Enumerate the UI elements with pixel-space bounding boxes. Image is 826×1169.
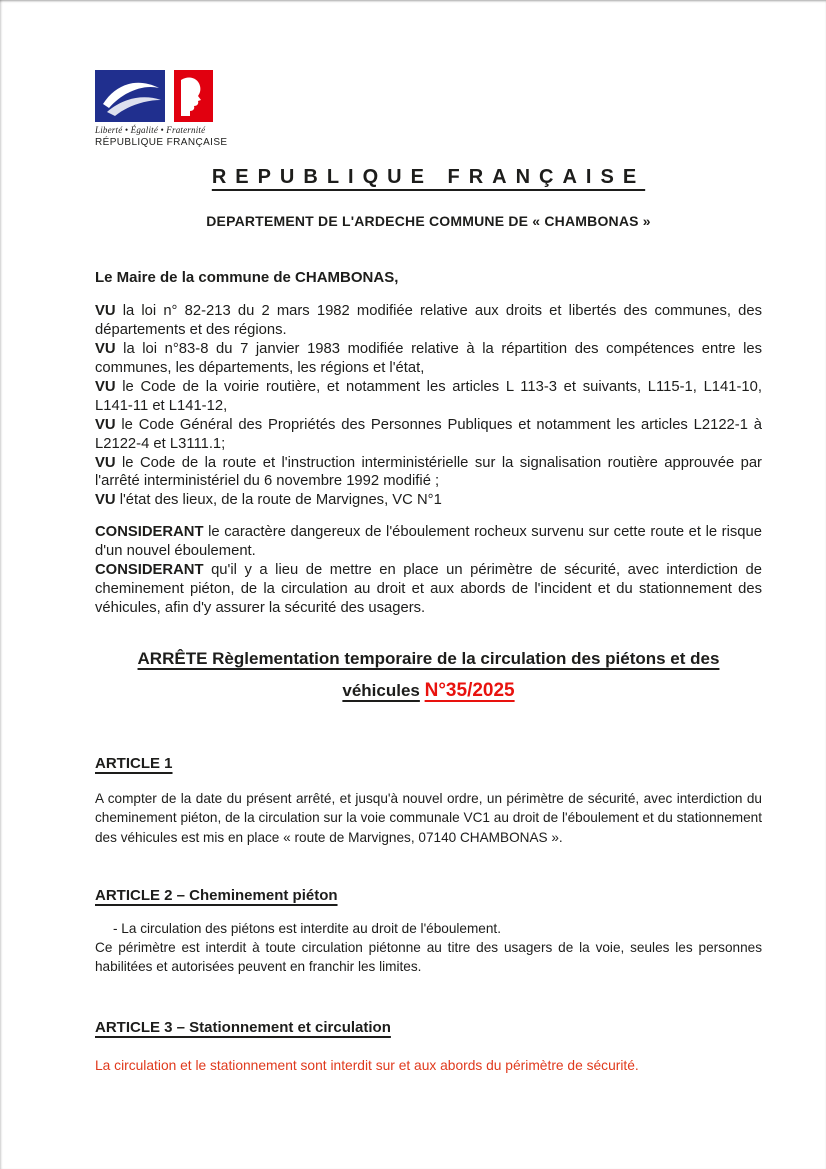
- logo-motto: Liberté • Égalité • Fraternité: [95, 125, 206, 135]
- vu-item: [95, 491, 762, 510]
- considerant-text: le caractère dangereux de l'éboulement rocheux survenu sur cette route et le risque d'un nouvel éboulement.: [95, 524, 762, 560]
- vu-item: [95, 340, 762, 378]
- vu-label: VU: [95, 340, 116, 357]
- document-title: REPUBLIQUE FRANÇAISE: [211, 166, 646, 188]
- considerant-label: CONSIDERANT: [95, 524, 204, 541]
- article-1: [95, 755, 762, 847]
- vu-text: le Code de la voirie routière, et notamment les articles L 113-3 et suivants, L115-1, L141-10, L141-11 et L141-12,: [95, 378, 762, 414]
- vu-label: VU: [95, 378, 116, 395]
- article-2-heading: ARTICLE 2 – Cheminement piéton: [95, 886, 338, 904]
- article-3-heading: ARTICLE 3 – Stationnement et circulation: [95, 1018, 391, 1036]
- vu-item: [95, 378, 762, 416]
- vu-label: VU: [95, 416, 116, 433]
- article-1-body: A compter de la date du présent arrêté, et jusqu'à nouvel ordre, un périmètre de sécurité, avec interdiction du cheminement piéton, de la circulation sur la voie communale VC1 au droit de l'éboulement et du stationnement des véhicules est mis en place « route de Marvignes, 07140 CHAMBONAS ».: [95, 791, 762, 845]
- considerant-item: [95, 561, 762, 618]
- vu-text: l'état des lieux, de la route de Marvignes, VC N°1: [119, 492, 442, 509]
- article-3-body: La circulation et le stationnement sont interdit sur et aux abords du périmètre de sécurité.: [95, 1057, 639, 1073]
- salutation: Le Maire de la commune de CHAMBONAS,: [95, 269, 399, 286]
- vu-text: le Code Général des Propriétés des Personnes Publiques et notamment les articles L2122-1 à L2122-4 et L3111.1;: [95, 416, 762, 452]
- vu-text: la loi n°83-8 du 7 janvier 1983 modifiée relative à la répartition des compétences entre les communes, les départements, les régions et l'état,: [95, 340, 762, 376]
- article-2-bullet: - La circulation des piétons est interdite au droit de l'éboulement.: [113, 920, 501, 936]
- republic-logo-block: [95, 70, 228, 148]
- article-2-body: Ce périmètre est interdit à toute circulation piétonne au titre des usagers de la voie, seules les personnes habilitées et autorisées peuvent en franchir les limites.: [95, 940, 762, 975]
- vu-text: la loi n° 82-213 du 2 mars 1982 modifiée relative aux droits et libertés des communes, des départements et des régions.: [95, 303, 762, 338]
- vu-item: [95, 454, 762, 492]
- considerant-text: qu'il y a lieu de mettre en place un périmètre de sécurité, avec interdiction de cheminement piéton, de la circulation au droit et aux abords de l'incident et du stationnement des véhicules, afin d'y assurer la sécurité des usagers.: [95, 562, 762, 617]
- vu-item: [95, 416, 762, 454]
- vu-label: VU: [95, 454, 116, 471]
- vu-text: le Code de la route et l'instruction interministérielle sur la signalisation routière approuvée par l'arrêté interministériel du 6 novembre 1992 modifié ;: [95, 454, 762, 490]
- decree-title-text: ARRÊTE Règlementation temporaire de la circulation des piétons et des véhicules: [137, 649, 720, 700]
- vu-recitals: [95, 302, 762, 510]
- decree-title: [95, 644, 762, 707]
- marianne-flag-icon: [95, 70, 213, 122]
- document-subtitle: DEPARTEMENT DE L'ARDECHE COMMUNE DE « CHAMBONAS »: [206, 213, 651, 229]
- article-3: [95, 1019, 762, 1076]
- vu-item: [95, 302, 762, 340]
- considerant-recitals: [95, 523, 762, 618]
- logo-republic-name: RÉPUBLIQUE FRANÇAISE: [95, 137, 228, 148]
- article-2: [95, 887, 762, 977]
- considerant-label: CONSIDERANT: [95, 562, 204, 579]
- article-1-heading: ARTICLE 1: [95, 755, 173, 772]
- decree-number: N°35/2025: [424, 679, 515, 701]
- vu-label: VU: [95, 303, 116, 319]
- considerant-item: [95, 523, 762, 561]
- vu-label: VU: [95, 492, 116, 509]
